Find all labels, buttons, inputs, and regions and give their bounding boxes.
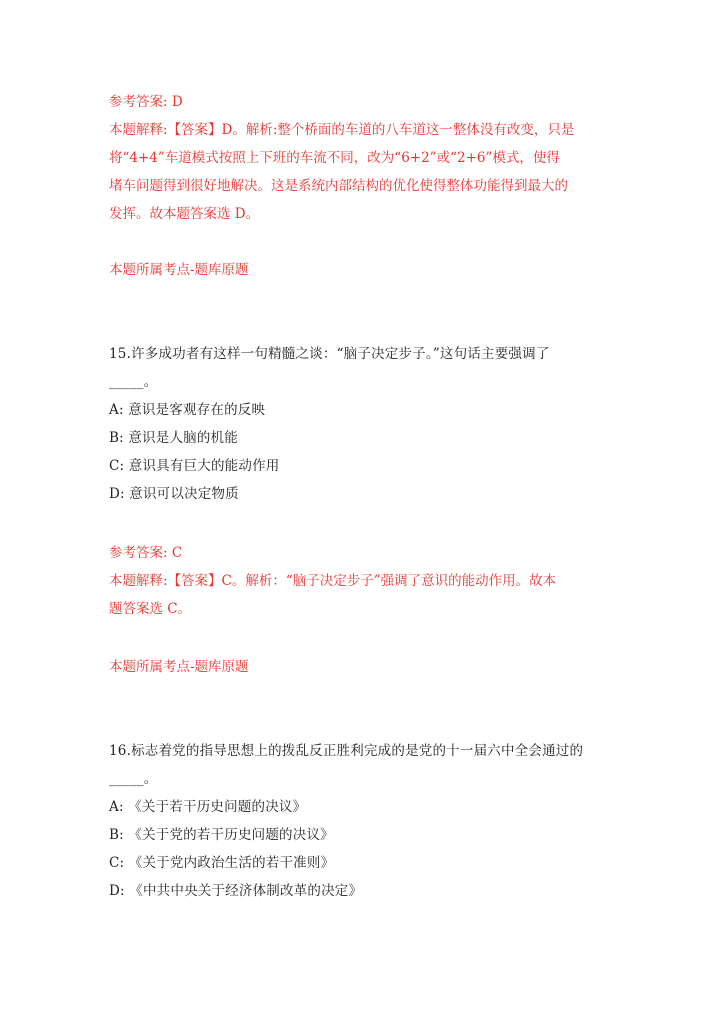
option-c: C: 《关于党内政治生活的若干准则》 — [109, 855, 335, 871]
option-d: D: 意识可以决定物质 — [109, 486, 239, 502]
topic-block-14 — [109, 256, 614, 284]
answer-block-15 — [109, 539, 614, 623]
explanation-line: 堵车问题得到很好地解决。这是系统内部结构的优化使得整体功能得到最大的 — [109, 178, 568, 194]
question-stem-blank: _____。 — [109, 771, 158, 787]
topic-label: 本题所属考点-题库原题 — [109, 659, 249, 675]
question-16 — [109, 737, 614, 905]
reference-answer: 参考答案: C — [109, 545, 183, 561]
explanation-line: 发挥。故本题答案选 D。 — [109, 206, 260, 222]
option-c: C: 意识具有巨大的能动作用 — [109, 458, 280, 474]
option-d: D: 《中共中央关于经济体制改革的决定》 — [109, 883, 363, 899]
option-a: A: 意识是客观存在的反映 — [109, 402, 266, 418]
answer-block-14 — [109, 88, 614, 228]
option-b: B: 《关于党的若干历史问题的决议》 — [109, 827, 334, 843]
option-b: B: 意识是人脑的机能 — [109, 430, 238, 446]
question-stem: 15.许多成功者有这样一句精髓之谈：“脑子决定步子。”这句话主要强调了 — [109, 346, 550, 362]
question-15 — [109, 340, 614, 508]
explanation-line: 题答案选 C。 — [109, 601, 192, 617]
topic-label: 本题所属考点-题库原题 — [109, 262, 249, 278]
question-stem: 16.标志着党的指导思想上的拨乱反正胜利完成的是党的十一届六中全会通过的 — [109, 743, 584, 759]
topic-block-15 — [109, 653, 614, 681]
explanation-line: 本题解释:【答案】D。解析:整个桥面的车道的八车道这一整体没有改变，只是 — [109, 122, 575, 138]
option-a: A: 《关于若干历史问题的决议》 — [109, 799, 307, 815]
explanation-line: 本题解释:【答案】C。解析：“脑子决定步子”强调了意识的能动作用。故本 — [109, 573, 557, 589]
explanation-line: 将“4+4”车道模式按照上下班的车流不同，改为“6+2”或“2+6”模式，使得 — [109, 150, 560, 166]
question-stem-blank: _____。 — [109, 374, 158, 390]
reference-answer: 参考答案: D — [109, 94, 183, 110]
